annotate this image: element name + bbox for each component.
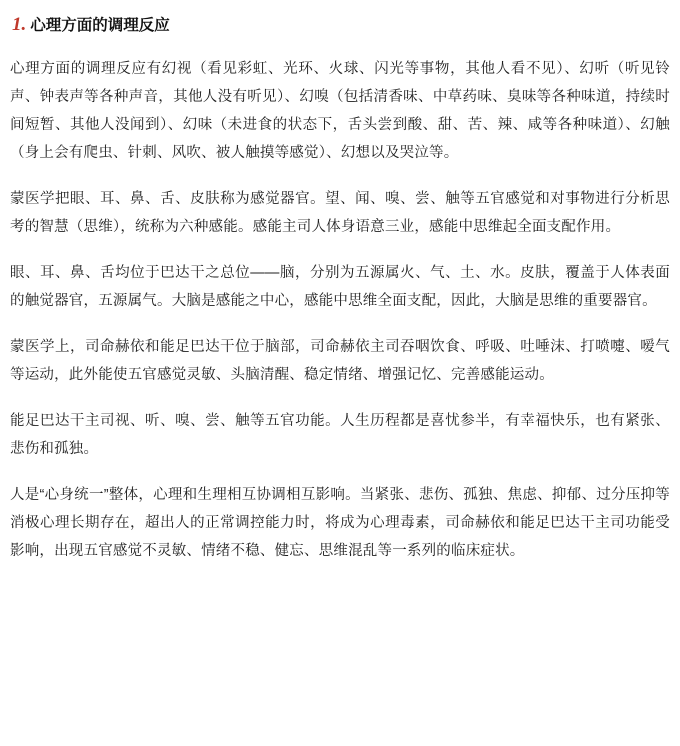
section-number: 1. — [12, 14, 27, 35]
paragraph-2: 蒙医学把眼、耳、鼻、舌、皮肤称为感觉器官。望、闻、嗅、尝、触等五官感觉和对事物进行分析思考的智慧（思维），统称为六种感能。感能主司人体身语意三业，感能中思维起全面支配作用。 — [10, 190, 670, 235]
section-heading — [12, 14, 670, 37]
section-title: 心理方面的调理反应 — [30, 17, 170, 34]
paragraph-1: 心理方面的调理反应有幻视（看见彩虹、光环、火球、闪光等事物，其他人看不见）、幻听（听见铃声、钟表声等各种声音，其他人没有听见）、幻嗅（包括清香味、中草药味、臭味等各种味道，持续时间短暂、其他人没闻到）、幻味（未进食的状态下，舌头尝到酸、甜、苦、辣、咸等各种味道）、幻触（身上会有爬虫、针刺、风吹、被人触摸等感觉）、幻想以及哭泣等。 — [10, 60, 670, 161]
paragraph-4: 蒙医学上，司命赫依和能足巴达干位于脑部，司命赫依主司吞咽饮食、呼吸、吐唾沫、打喷嚏、嗳气等运动，此外能使五官感觉灵敏、头脑清醒、稳定情绪、增强记忆、完善感能运动。 — [10, 338, 670, 383]
paragraph-5: 能足巴达干主司视、听、嗅、尝、触等五官功能。人生历程都是喜忧参半，有幸福快乐，也有紧张、悲伤和孤独。 — [10, 412, 670, 457]
paragraph-3: 眼、耳、鼻、舌均位于巴达干之总位——脑，分别为五源属火、气、土、水。皮肤，覆盖于人体表面的触觉器官，五源属气。大脑是感能之中心，感能中思维全面支配，因此，大脑是思维的重要器官。 — [10, 264, 670, 309]
paragraph-6: 人是“心身统一”整体，心理和生理相互协调相互影响。当紧张、悲伤、孤独、焦虑、抑郁、过分压抑等消极心理长期存在，超出人的正常调控能力时，将成为心理毒素，司命赫依和能足巴达干主司功能受影响，出现五官感觉不灵敏、情绪不稳、健忘、思维混乱等一系列的临床症状。 — [10, 486, 670, 559]
